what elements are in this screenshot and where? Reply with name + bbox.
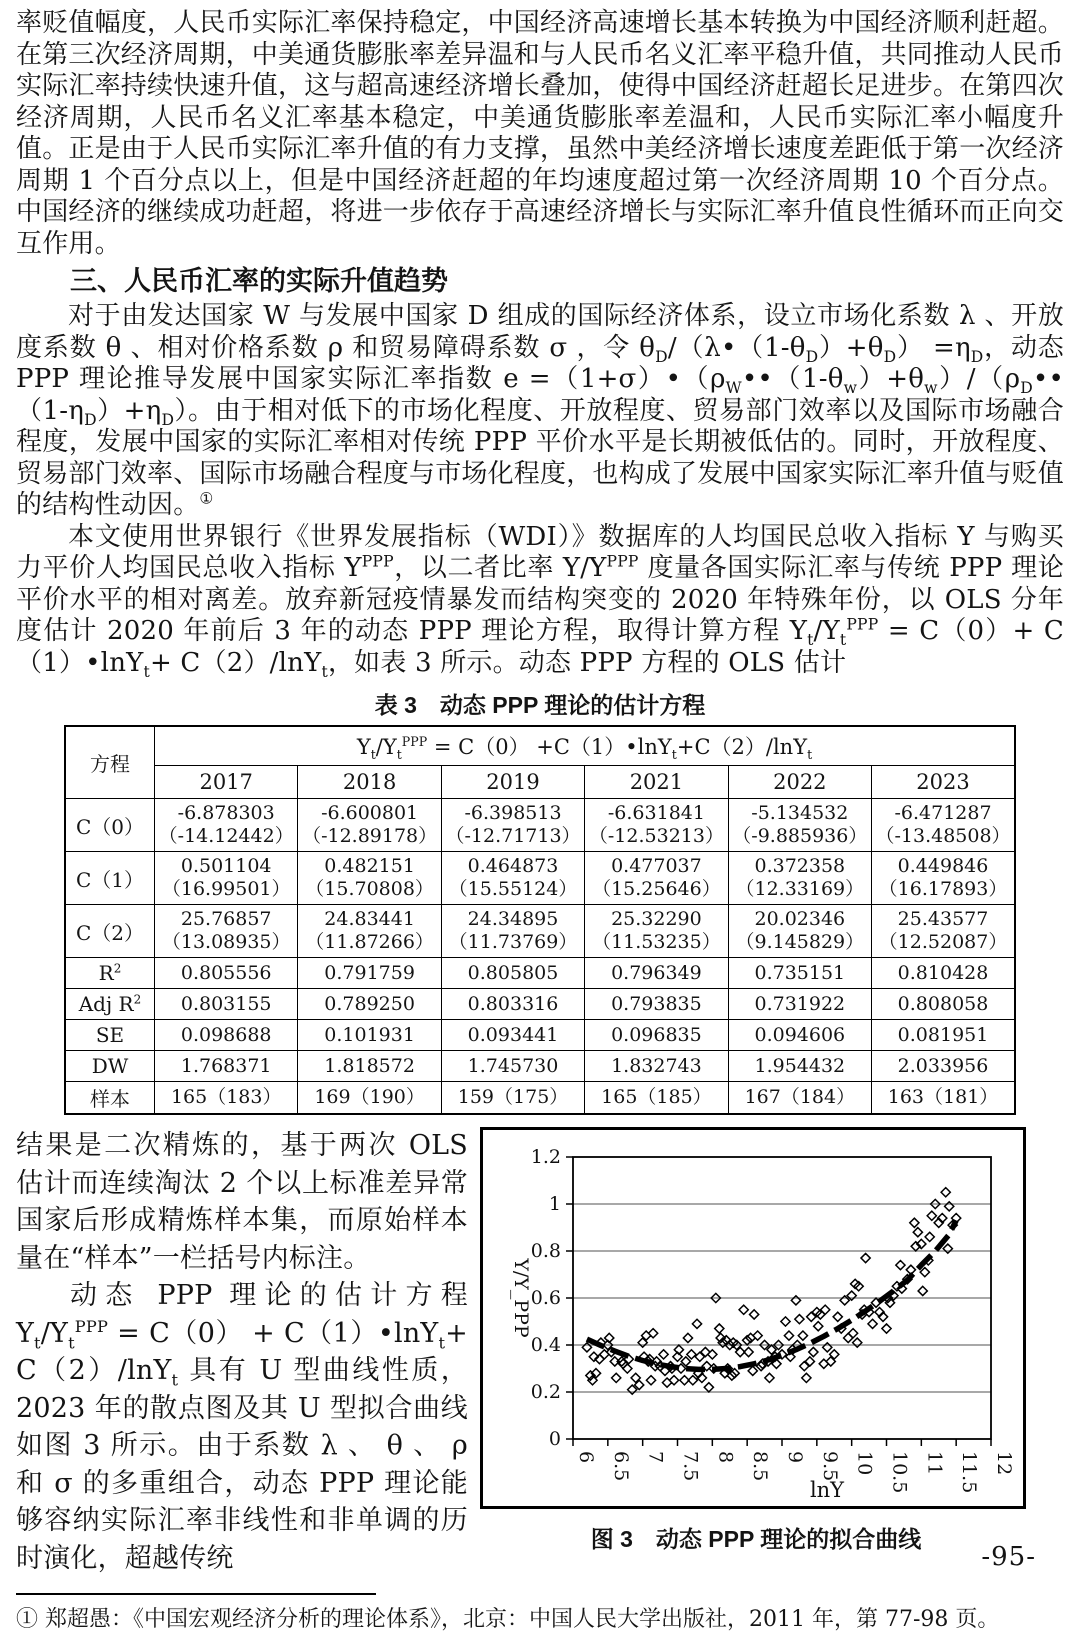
table-value-cell: 165（183） bbox=[155, 1082, 298, 1115]
table-value-cell: 0.501104 （16.99501） bbox=[155, 852, 298, 905]
x-tick-label: 11 bbox=[923, 1451, 946, 1476]
table-value-cell: 20.02346 （9.145829） bbox=[728, 905, 871, 958]
y-tick-label: 0.4 bbox=[530, 1334, 561, 1356]
left-paragraph-u-curve: 动态 PPP 理论的估计方程 $Y_t/Y_t^{PPP} = C(0)$ + C（1）•lnY$_t$+ C（2）/lnY$_t$ 具有 U 型曲线性质，2023 年的散点图及其 U 型拟合曲线如图 3 所示。由于系数 λ 、 θ 、 ρ 和 σ 的多重组合，动态 PPP 理论能够容纳实际汇率非线性和非单调的历时演化，超越传统 bbox=[16, 1280, 468, 1574]
page-number: -95- bbox=[981, 1542, 1036, 1572]
x-tick-label: 7.5 bbox=[679, 1451, 702, 1482]
table-row-label: C（2） bbox=[65, 905, 155, 958]
table-value-cell: 0.735151 bbox=[728, 958, 871, 989]
table-value-cell: 0.464873 （15.55124） bbox=[441, 852, 584, 905]
figure-caption: 图 3 动态 PPP 理论的拟合曲线 bbox=[590, 1526, 922, 1552]
table-row-label: C（0） bbox=[65, 799, 155, 852]
left-text-column bbox=[16, 1127, 468, 1577]
table-value-cell: 0.093441 bbox=[441, 1020, 584, 1051]
table-value-cell: 1.954432 bbox=[728, 1051, 871, 1082]
table-title: 表 3 动态 PPP 理论的估计方程 bbox=[374, 692, 706, 718]
table-value-cell: 0.098688 bbox=[155, 1020, 298, 1051]
table-value-cell: 0.805805 bbox=[441, 958, 584, 989]
table-value-cell: 0.372358 （12.33169） bbox=[728, 852, 871, 905]
table-value-cell: 0.449846 （16.17893） bbox=[872, 852, 1015, 905]
x-tick-label: 12 bbox=[993, 1451, 1015, 1476]
table-value-cell: 0.731922 bbox=[728, 989, 871, 1020]
footnote-separator bbox=[16, 1593, 376, 1595]
table-value-cell: 25.32290 （11.53235） bbox=[585, 905, 728, 958]
table-value-cell: -6.878303 （-14.12442） bbox=[155, 799, 298, 852]
table-value-cell: -6.471287 （-13.48508） bbox=[872, 799, 1015, 852]
table-value-cell: 1.818572 bbox=[298, 1051, 441, 1082]
table-row bbox=[65, 852, 1015, 905]
table-value-cell: 0.805556 bbox=[155, 958, 298, 989]
x-tick-label: 8 bbox=[714, 1451, 737, 1464]
table-value-cell: 0.101931 bbox=[298, 1020, 441, 1051]
table-value-cell: 165（185） bbox=[585, 1082, 728, 1115]
table-value-cell: 25.43577 （12.52087） bbox=[872, 905, 1015, 958]
y-axis-title: Y/Y_PPP bbox=[510, 1258, 532, 1338]
table-year-2017: 2017 bbox=[155, 766, 298, 799]
table-row bbox=[65, 989, 1015, 1020]
table-corner-label: 方程 bbox=[65, 726, 155, 799]
table-row-label: 样本 bbox=[65, 1082, 155, 1115]
scatter-points bbox=[582, 1188, 960, 1395]
table-row bbox=[65, 1051, 1015, 1082]
table-value-cell: 1.768371 bbox=[155, 1051, 298, 1082]
y-tick-label: 0 bbox=[548, 1428, 561, 1450]
table-value-cell: 159（175） bbox=[441, 1082, 584, 1115]
table-value-cell: 0.808058 bbox=[872, 989, 1015, 1020]
table-row bbox=[65, 958, 1015, 989]
table-value-cell: 1.832743 bbox=[585, 1051, 728, 1082]
table-value-cell: 0.482151 （15.70808） bbox=[298, 852, 441, 905]
table-value-cell: -5.134532 （-9.885936） bbox=[728, 799, 871, 852]
x-tick-label: 7 bbox=[644, 1451, 667, 1464]
table-value-cell: 2.033956 bbox=[872, 1051, 1015, 1082]
body-paragraph-theory: 对于由发达国家 W 与发展中国家 D 组成的国际经济体系，设立市场化系数 λ 、开放度系数 θ 、相对价格系数 ρ 和贸易障碍系数 σ ，令 $\theta_D/(\lambda•(1-\theta_D)+\theta_D) =\eta_D$，动态 PPP 理论推导发展中国家实际汇率指数 $e =(1+\sigma)•(\rho_W••(1-\theta_w)+\theta_w)/(\rho_D••(1-\eta_D)+\eta_D)$。由于相对低下的市场化程度、开放程度、贸易部门效率以及国际市场融合程度，发展中国家的实际汇率相对传统 PPP 平价水平是长期被低估的。同时，开放程度、贸易部门效率、国际市场融合程度与市场化程度，也构成了发展中国家实际汇率升值与贬值的结构性动因。① bbox=[16, 301, 1065, 520]
y-tick-label: 0.2 bbox=[530, 1381, 561, 1403]
table-value-cell: 0.796349 bbox=[585, 958, 728, 989]
table-row bbox=[65, 799, 1015, 852]
body-paragraph-continuation: 率贬值幅度，人民币实际汇率保持稳定，中国经济高速增长基本转换为中国经济顺利赶超。在第三次经济周期，中美通货膨胀率差异温和与人民币名义汇率平稳升值，共同推动人民币实际汇率持续快速升值，这与超高速经济增长叠加，使得中国经济赶超长足进步。在第四次经济周期，人民币名义汇率基本稳定，中美通货膨胀率差温和，人民币实际汇率小幅度升值。正是由于人民币实际汇率升值的有力支撑，虽然中美经济增长速度差距低于第一次经济周期 1 个百分点以上，但是中国经济赶超的年均速度超过第一次经济周期 10 个百分点。中国经济的继续成功赶超，将进一步依存于高速经济增长与实际汇率升值良性循环而正向交互作用。 bbox=[16, 8, 1065, 259]
body-paragraph-data: 本文使用世界银行《世界发展指标（WDI）》数据库的人均国民总收入指标 Y 与购买力平价人均国民总收入指标 $Y^{PPP}$，以二者比率 $Y/Y^{PPP}$ 度量各国实际汇率与传统 PPP 理论平价水平的相对离差。放弃新冠疫情暴发而结构突变的 2020 年特殊年份，以 OLS 分年度估计 2020 年前后 3 年的动态 PPP 理论方程，取得计算方程 $Y_t/Y_t^{PPP} = C(0)+$ C（1）•lnY$_t$+ C（2）/lnY$_t$，如表 3 所示。动态 PPP 方程的 OLS 估计 bbox=[16, 521, 1065, 681]
table-value-cell: 0.477037 （15.25646） bbox=[585, 852, 728, 905]
x-tick-label: 11.5 bbox=[958, 1451, 981, 1494]
table-year-2018: 2018 bbox=[298, 766, 441, 799]
two-column-section bbox=[16, 1127, 1064, 1577]
table-row bbox=[65, 1082, 1015, 1115]
table-value-cell: 25.76857 （13.08935） bbox=[155, 905, 298, 958]
x-tick-label: 10 bbox=[853, 1451, 876, 1476]
footnote-text: ① 郑超愚：《中国宏观经济分析的理论体系》，北京：中国人民大学出版社，2011 年，第 77-98 页。 bbox=[16, 1607, 1000, 1632]
table-year-2021: 2021 bbox=[585, 766, 728, 799]
x-tick-label: 6 bbox=[575, 1451, 597, 1464]
table-row bbox=[65, 905, 1015, 958]
x-tick-label: 6.5 bbox=[609, 1451, 632, 1482]
table-value-cell: 24.83441 （11.87266） bbox=[298, 905, 441, 958]
table-row-label: DW bbox=[65, 1051, 155, 1082]
table-value-cell: 0.810428 bbox=[872, 958, 1015, 989]
table-row-label: SE bbox=[65, 1020, 155, 1051]
x-tick-label: 10.5 bbox=[888, 1451, 911, 1494]
table-value-cell: 1.745730 bbox=[441, 1051, 584, 1082]
table-value-cell: 163（181） bbox=[872, 1082, 1015, 1115]
table-value-cell: 0.803155 bbox=[155, 989, 298, 1020]
table-value-cell: 169（190） bbox=[298, 1082, 441, 1115]
y-tick-label: 0.6 bbox=[530, 1287, 561, 1309]
section-heading: 三、人民币汇率的实际升值趋势 bbox=[70, 266, 448, 296]
figure-chart-box bbox=[480, 1127, 1026, 1509]
table-year-2023: 2023 bbox=[872, 766, 1015, 799]
estimation-table bbox=[64, 725, 1016, 1115]
table-value-cell: -6.631841 （-12.53213） bbox=[585, 799, 728, 852]
table-value-cell: 0.081951 bbox=[872, 1020, 1015, 1051]
table-row-label: C（1） bbox=[65, 852, 155, 905]
table-value-cell: -6.600801 （-12.89178） bbox=[298, 799, 441, 852]
x-axis-title: lnY bbox=[809, 1478, 845, 1502]
table-value-cell: 0.094606 bbox=[728, 1020, 871, 1051]
table-year-2022: 2022 bbox=[728, 766, 871, 799]
figure-column bbox=[480, 1127, 1032, 1577]
table-value-cell: 24.34895 （11.73769） bbox=[441, 905, 584, 958]
left-paragraph-refined-sample: 结果是二次精炼的，基于两次 OLS 估计而连续淘汰 2 个以上标准差异常国家后形成精炼样本集，而原始样本量在“样本”一栏括号内标注。 bbox=[16, 1130, 468, 1274]
table-formula-header: $Y_t/Y_t^{PPP} = C(0)$ +C（1）•lnY$_t$+C（2）/lnY$_t$ bbox=[155, 726, 1016, 766]
scatter-chart bbox=[485, 1133, 1023, 1505]
y-tick-label: 1.2 bbox=[530, 1146, 561, 1168]
table-row-label: $R^2$ bbox=[65, 958, 155, 989]
y-tick-label: 0.8 bbox=[530, 1240, 561, 1262]
table-value-cell: -6.398513 （-12.71713） bbox=[441, 799, 584, 852]
y-tick-label: 1 bbox=[548, 1193, 561, 1215]
table-value-cell: 0.789250 bbox=[298, 989, 441, 1020]
x-tick-label: 9 bbox=[784, 1451, 806, 1464]
table-value-cell: 167（184） bbox=[728, 1082, 871, 1115]
table-value-cell: 0.096835 bbox=[585, 1020, 728, 1051]
table-value-cell: 0.803316 bbox=[441, 989, 584, 1020]
x-tick-label: 9.5 bbox=[818, 1451, 841, 1482]
x-tick-label: 8.5 bbox=[749, 1451, 772, 1482]
table-value-cell: 0.793835 bbox=[585, 989, 728, 1020]
table-row bbox=[65, 1020, 1015, 1051]
table-value-cell: 0.791759 bbox=[298, 958, 441, 989]
table-year-2019: 2019 bbox=[441, 766, 584, 799]
table-row-label: Adj $R^2$ bbox=[65, 989, 155, 1020]
